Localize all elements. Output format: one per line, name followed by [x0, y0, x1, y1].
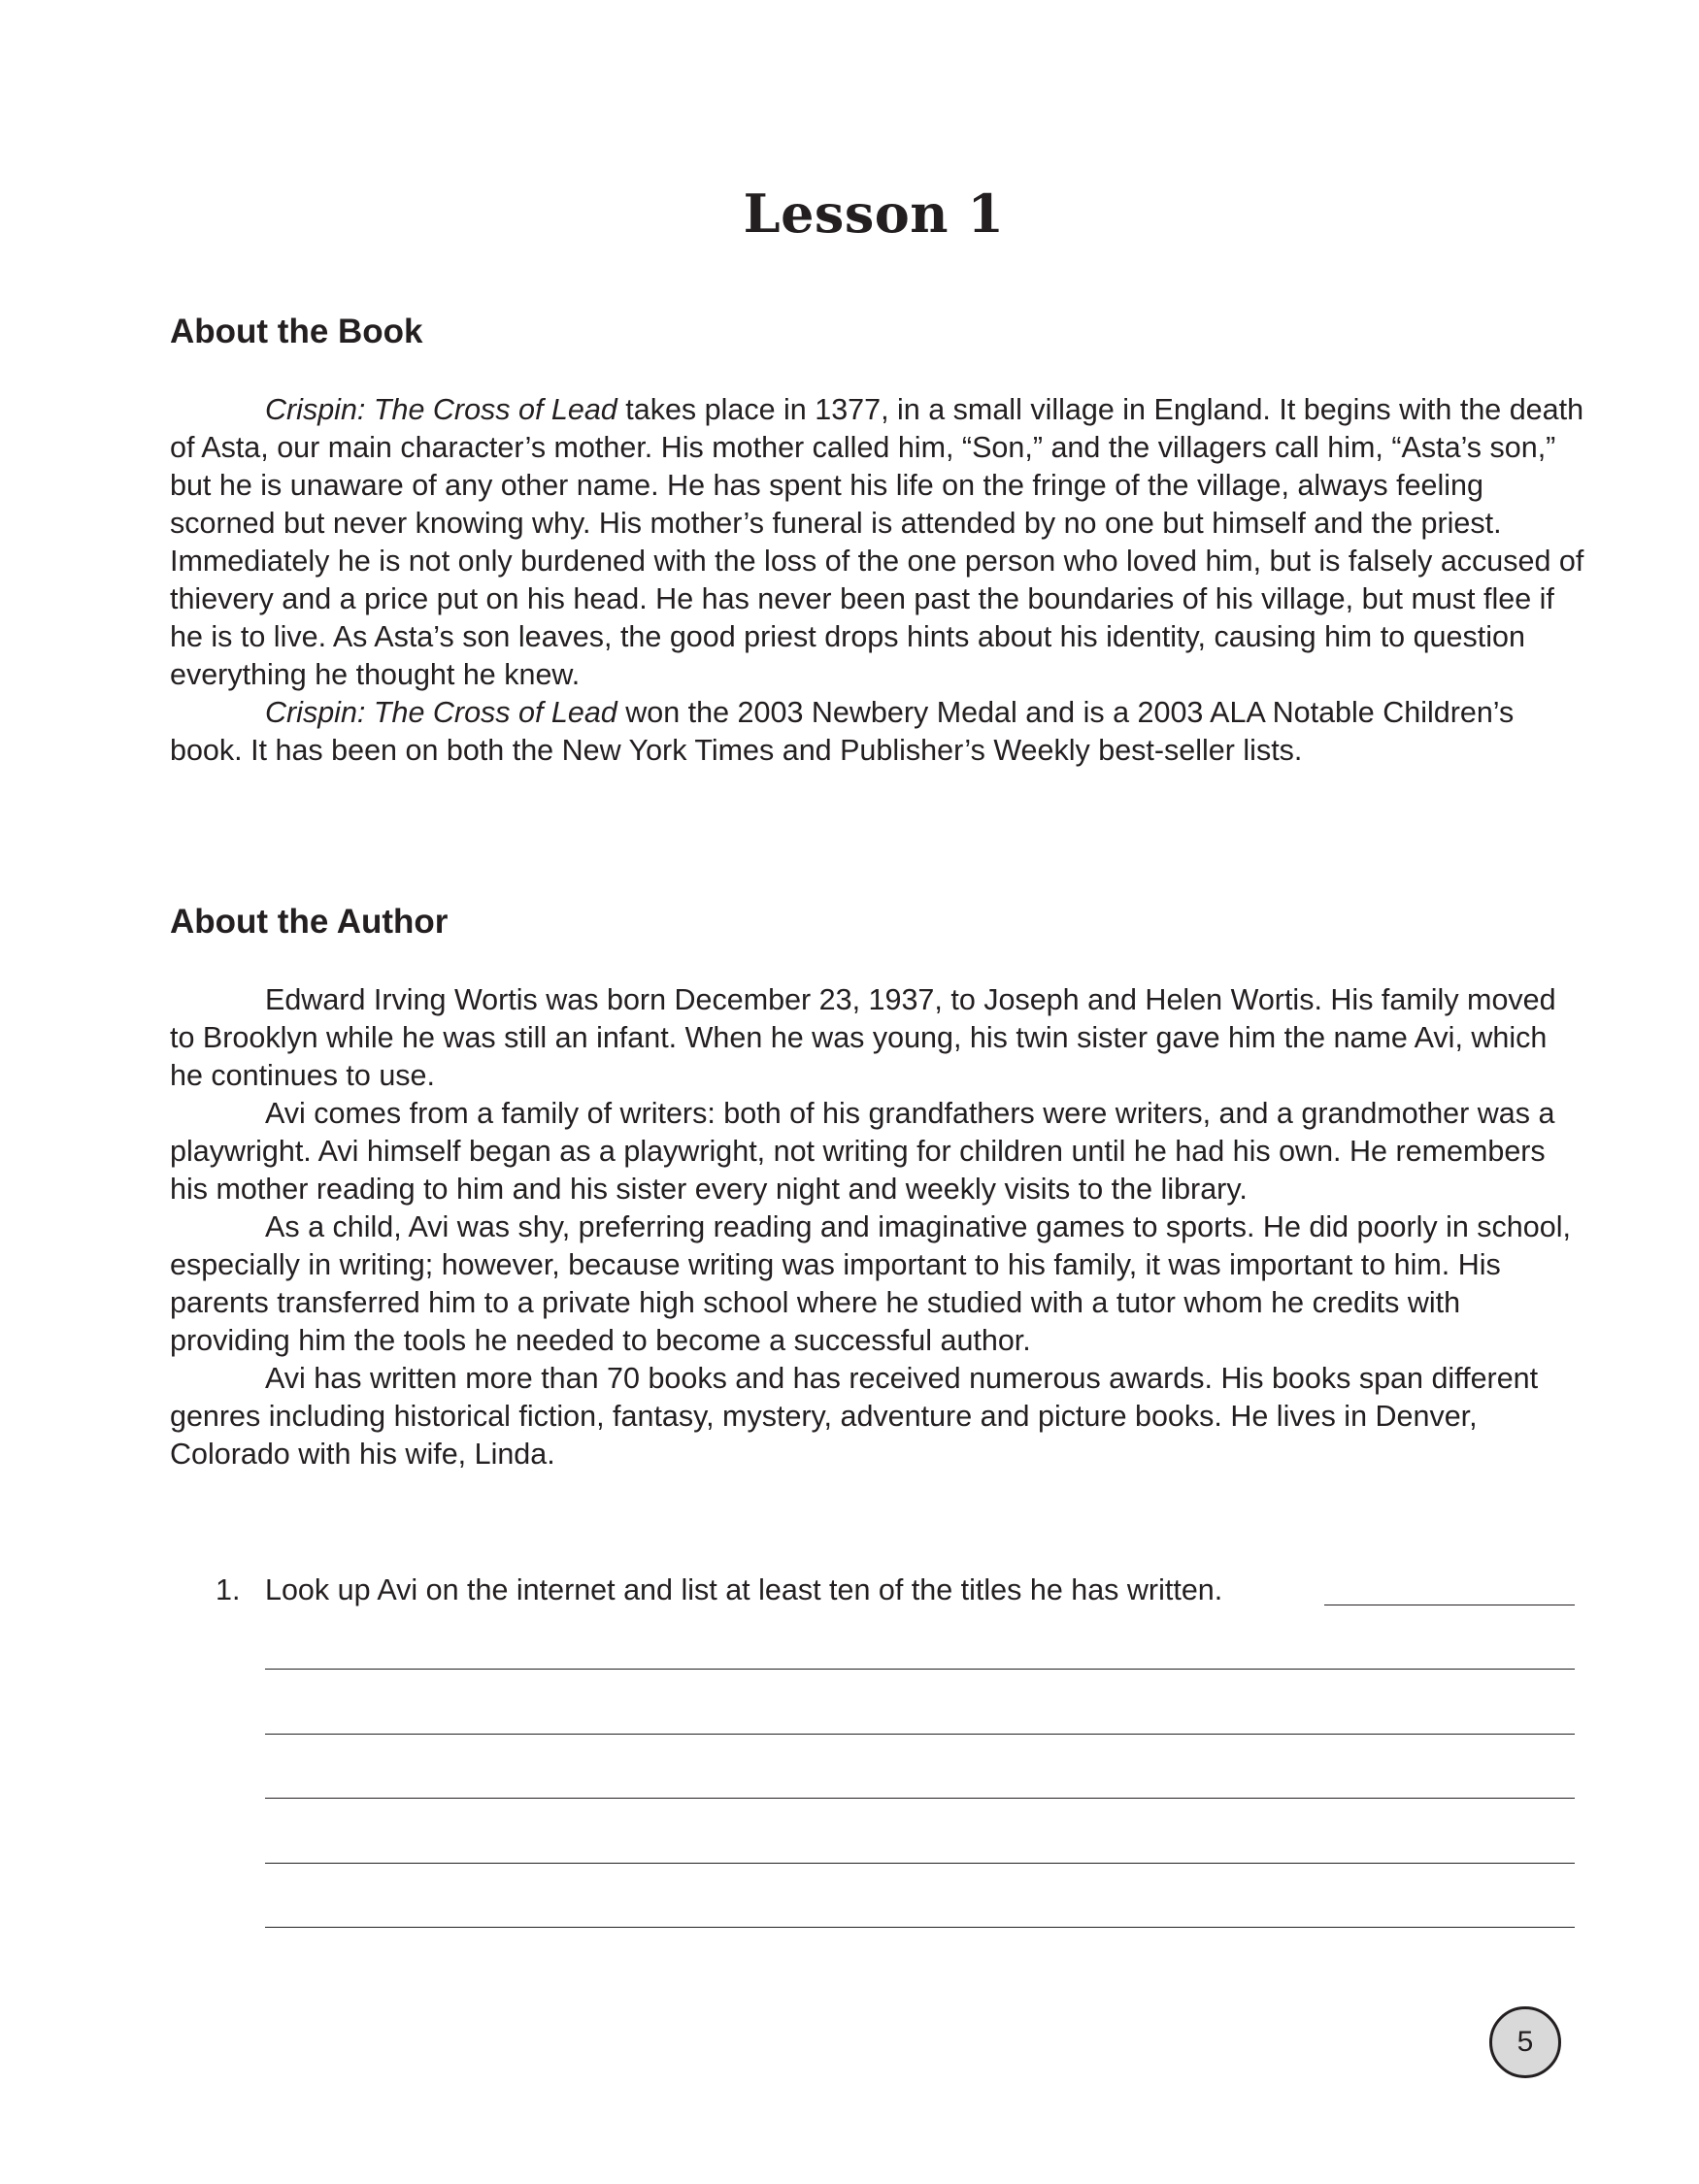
about-author-heading: About the Author [170, 903, 449, 941]
author-paragraph-2: Avi comes from a family of writers: both of his grandfathers were writers, and a grandmother was a playwright. Avi himself began as a playwright, not writing for children until he had his own. He remembers his mother reading to him and his sister every night and weekly visits to the library. [170, 1097, 1555, 1206]
question-text: Look up Avi on the internet and list at least ten of the titles he has written. [265, 1573, 1223, 1606]
book-paragraph-2 [170, 694, 1587, 770]
page-number: 5 [1516, 2026, 1534, 2058]
lesson-title: Lesson 1 [743, 182, 1005, 245]
book-title-italic: Crispin: The Cross of Lead [265, 393, 617, 426]
book-paragraph-1 [170, 391, 1587, 694]
about-book-body [170, 391, 1587, 770]
about-book-heading: About the Book [170, 313, 423, 350]
author-paragraph-1: Edward Irving Wortis was born December 23, 1937, to Joseph and Helen Wortis. His family moved to Brooklyn while he was still an infant. When he was young, his twin sister gave him the name Avi, which he continues to use. [170, 983, 1556, 1092]
page-number-badge [1489, 2006, 1561, 2078]
answer-line[interactable] [265, 1863, 1575, 1864]
answer-line[interactable] [265, 1798, 1575, 1799]
book-paragraph-1-text: takes place in 1377, in a small village in England. It begins with the death of Asta, our main character’s mother. His mother called him, “Son,” and the villagers call him, “Asta’s son,” but he is unaware of any other name. He has spent his life on the fringe of the village, always feeling scorned but never knowing why. His mother’s funeral is attended by no one but himself and the priest. Immediately he is not only burdened with the loss of the one person who loved him, but is falsely accused of thievery and a price put on his head. He has never been past the boundaries of his village, but must flee if he is to live. As Asta’s son leaves, the good priest drops hints about his identity, causing him to question everything he thought he knew. [170, 393, 1584, 691]
author-paragraph-3: As a child, Avi was shy, preferring reading and imaginative games to sports. He did poorly in school, especially in writing; however, because writing was important to his family, it was important to him. His parents transferred him to a private high school where he studied with a tutor whom he credits with providing him the tools he needed to become a successful author. [170, 1210, 1571, 1357]
question-number: 1. [216, 1573, 241, 1606]
answer-line[interactable] [265, 1669, 1575, 1670]
answer-line[interactable] [265, 1927, 1575, 1928]
book-paragraph-2-text: won the 2003 Newbery Medal and is a 2003 ALA Notable Children’s book. It has been on both the New York Times and Publisher’s Weekly best-seller lists. [170, 696, 1515, 767]
about-author-body [170, 981, 1587, 1473]
book-title-italic: Crispin: The Cross of Lead [265, 696, 617, 729]
author-paragraph-4: Avi has written more than 70 books and has received numerous awards. His books span different genres including historical fiction, fantasy, mystery, adventure and picture books. He lives in Denver, Colorado with his wife, Linda. [170, 1362, 1539, 1471]
question-1 [216, 1572, 1575, 1931]
answer-line[interactable] [265, 1734, 1575, 1735]
